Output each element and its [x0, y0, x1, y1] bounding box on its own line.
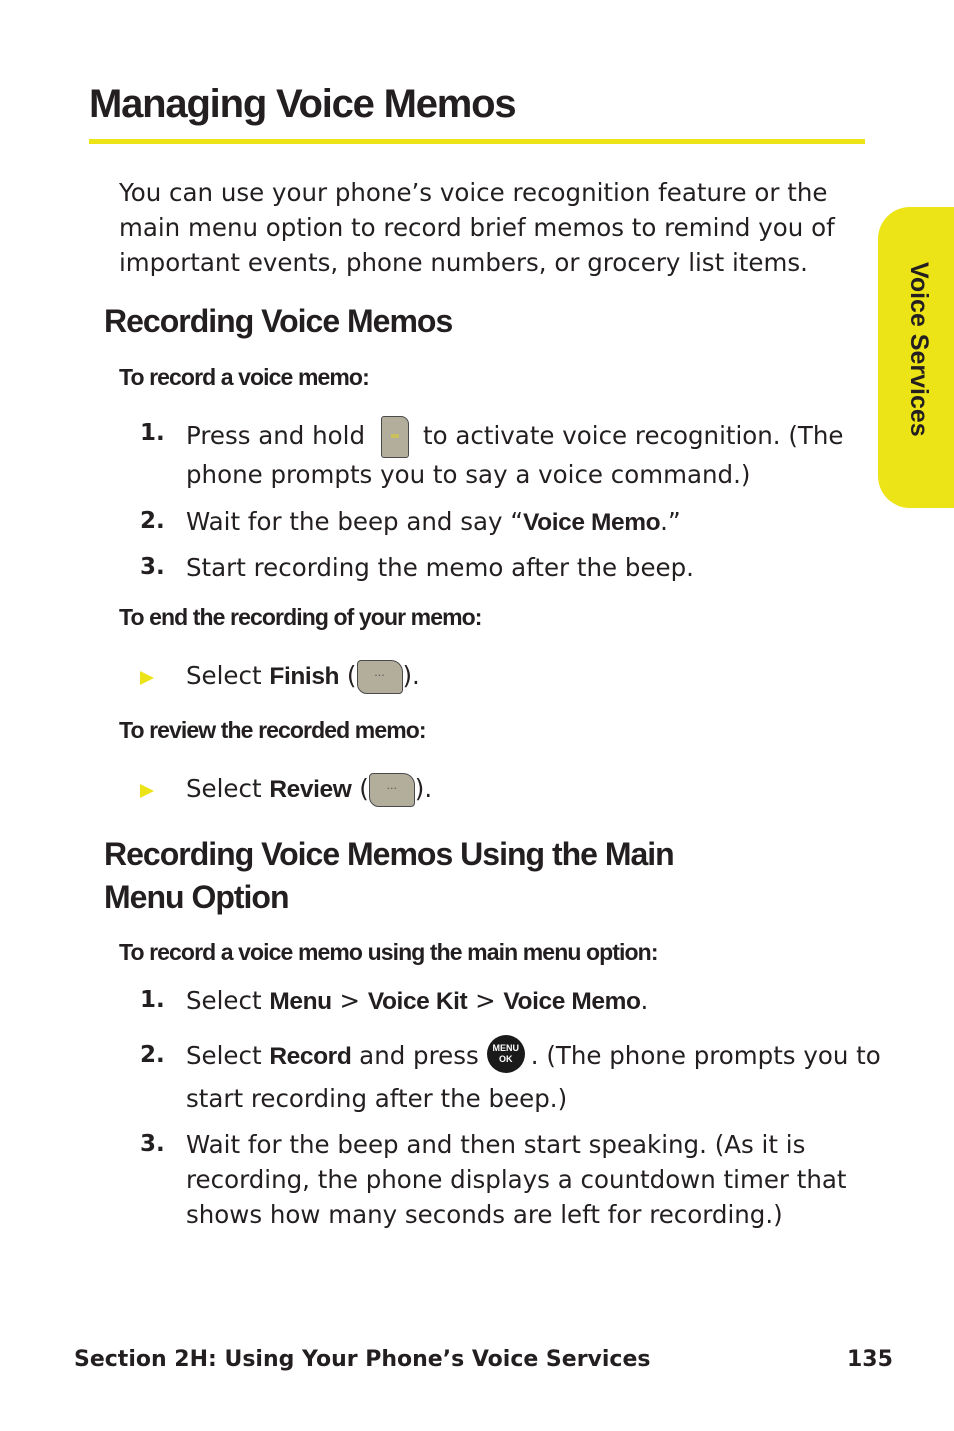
step-number: 1. [140, 420, 165, 446]
end-open: ( [339, 661, 357, 690]
step-text [186, 504, 681, 540]
title-rule [89, 139, 865, 144]
step-text-continued: start recording after the beep.) [186, 1084, 568, 1113]
step-text-a: Press and hold [186, 421, 366, 450]
step-text [186, 983, 648, 1019]
step-text [186, 1038, 881, 1076]
step-text-b: to activate voice recognition. (The [423, 421, 844, 450]
step-text [186, 416, 844, 458]
record-label: Record [269, 1043, 352, 1070]
page-number: 135 [847, 1347, 893, 1372]
step-number: 2. [140, 1042, 165, 1068]
page-title: Managing Voice Memos [89, 82, 516, 126]
menu-ok-key-icon [487, 1035, 525, 1073]
step-text-b: .” [660, 507, 681, 536]
separator: > [467, 986, 504, 1015]
end-close: ). [402, 661, 420, 690]
section-heading-recording: Recording Voice Memos [104, 303, 453, 339]
step-text-continued: recording, the phone displays a countdown timer that [186, 1165, 847, 1194]
review-close: ). [414, 774, 433, 803]
intro-paragraph: You can use your phone’s voice recognition feature or the main menu option to record brief memos to remind you of important events, phone numbers, or grocery list items. [119, 178, 835, 277]
subheading-review: To review the recorded memo: [119, 717, 426, 743]
side-tab-label: Voice Services [905, 262, 933, 437]
step-bold: Voice Memo [523, 509, 661, 536]
voice-memo-label: Voice Memo [503, 988, 641, 1015]
end-text: Select [186, 661, 262, 690]
voice-kit-label: Voice Kit [367, 988, 468, 1015]
side-key-icon [381, 416, 409, 458]
end-instruction [186, 658, 420, 694]
step-number: 3. [140, 554, 165, 580]
step-text-continued: shows how many seconds are left for recording.) [186, 1200, 783, 1229]
step-text-a: Select [186, 986, 270, 1015]
subheading-main-menu: To record a voice memo using the main menu option: [119, 939, 658, 965]
step-number: 1. [140, 987, 165, 1013]
footer-section-title: Section 2H: Using Your Phone’s Voice Services [74, 1347, 651, 1372]
section-heading-main-menu-line2: Menu Option [104, 879, 289, 915]
menu-label: Menu [269, 988, 332, 1015]
bullet-triangle-icon [140, 784, 154, 798]
review-instruction [186, 771, 432, 807]
step-text-c: and press [351, 1041, 479, 1070]
separator: > [331, 986, 368, 1015]
section-heading-main-menu: Recording Voice Memos Using the Main [104, 836, 674, 872]
softkey-icon: ··· [369, 773, 415, 807]
side-tab-label-wrap [891, 262, 947, 452]
step-number: 3. [140, 1131, 165, 1157]
bullet-triangle-icon [140, 671, 154, 685]
step-text-continued: phone prompts you to say a voice command.) [186, 460, 751, 489]
subheading-record: To record a voice memo: [119, 364, 369, 390]
step-text: Wait for the beep and then start speaking. (As it is [186, 1130, 806, 1159]
review-open: ( [351, 774, 369, 803]
subheading-end: To end the recording of your memo: [119, 604, 482, 630]
step-end: . [640, 986, 649, 1015]
finish-label: Finish [269, 663, 340, 690]
step-number: 2. [140, 508, 165, 534]
menu-key-line1: MENU [492, 1043, 519, 1053]
menu-key-line2: OK [499, 1054, 513, 1064]
review-label: Review [269, 776, 352, 803]
review-text: Select [186, 774, 262, 803]
step-text-d: . (The phone prompts you to [530, 1041, 881, 1070]
softkey-icon: ··· [357, 660, 403, 694]
step-text-a: Select [186, 1041, 270, 1070]
step-text: Start recording the memo after the beep. [186, 553, 694, 582]
step-text-a: Wait for the beep and say “ [186, 507, 524, 536]
